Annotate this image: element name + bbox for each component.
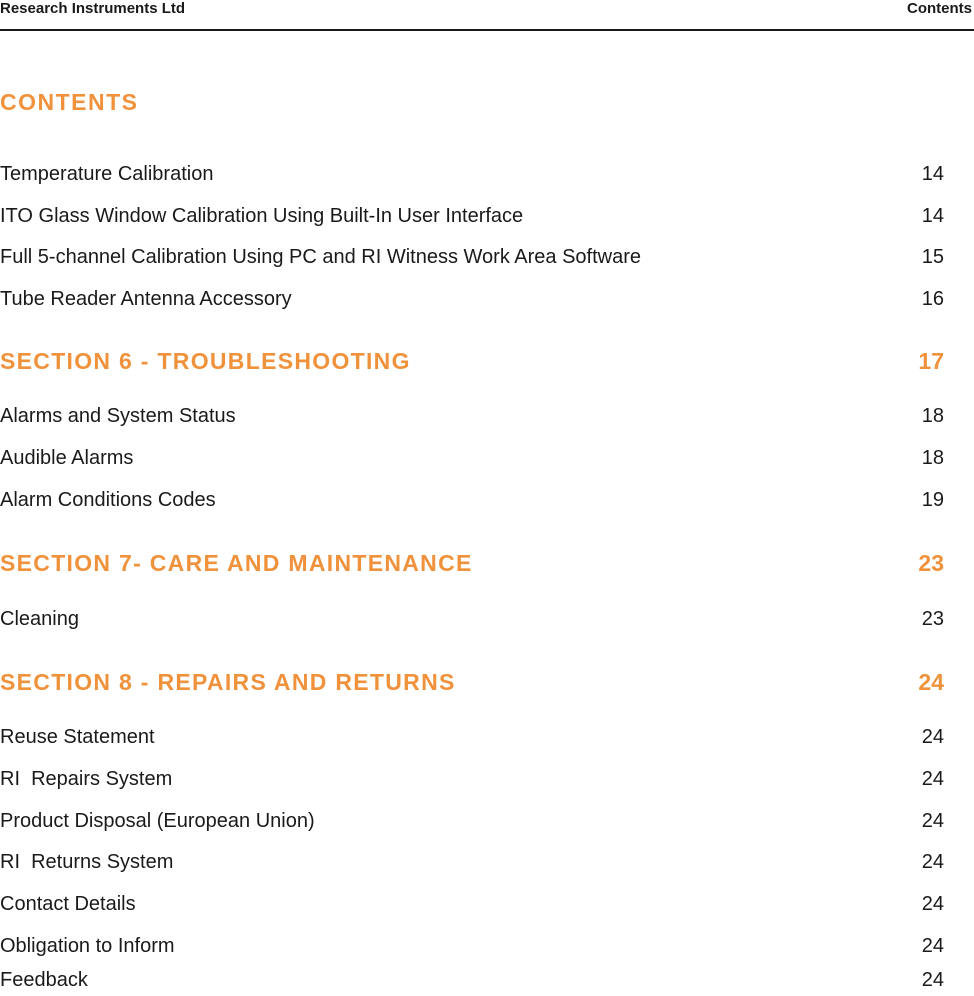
toc-entry[interactable] [0, 286, 944, 312]
toc-entry-page: 14 [921, 163, 944, 185]
toc-entry-label: RI Returns System [0, 851, 174, 873]
toc-entry[interactable] [0, 487, 944, 513]
toc-entry[interactable] [0, 161, 944, 187]
toc-entry-label: Cleaning [0, 608, 79, 630]
toc-entry-label: Reuse Statement [0, 726, 155, 748]
toc-entry[interactable] [0, 445, 944, 471]
toc-section-page: 24 [918, 669, 944, 695]
toc-entry[interactable] [0, 403, 944, 429]
toc-section-label: SECTION 6 - TROUBLESHOOTING [0, 348, 411, 374]
toc-section-label: SECTION 8 - REPAIRS AND RETURNS [0, 669, 456, 695]
toc-entry-label: Feedback [0, 969, 88, 991]
company-name: Research Instruments Ltd [0, 0, 186, 17]
toc-entry[interactable] [0, 849, 944, 875]
toc-entry-page: 19 [921, 489, 944, 511]
toc-entry-page: 14 [921, 205, 944, 227]
toc-entry[interactable] [0, 967, 944, 993]
toc-entry[interactable] [0, 766, 944, 792]
toc-entry-label: Contact Details [0, 893, 136, 915]
toc-entry-page: 15 [921, 246, 944, 268]
toc-entry-page: 24 [921, 851, 944, 873]
toc-entry[interactable] [0, 808, 944, 834]
toc-entry-page: 24 [921, 810, 944, 832]
toc-entry-label: Full 5-channel Calibration Using PC and RI Witness Work Area Software [0, 246, 642, 268]
toc-entry-label: Obligation to Inform [0, 935, 175, 957]
toc-entry-label: Alarms and System Status [0, 405, 236, 427]
toc-entry-label: RI Repairs System [0, 768, 173, 790]
toc-entry[interactable] [0, 606, 944, 632]
toc-entry[interactable] [0, 933, 944, 959]
toc-section-heading[interactable] [0, 667, 944, 697]
toc-section-page: 17 [918, 348, 944, 374]
toc-entry-page: 24 [921, 969, 944, 991]
toc-entry[interactable] [0, 244, 944, 270]
toc-entry-label: ITO Glass Window Calibration Using Built-In User Interface [0, 205, 524, 227]
toc-entry-label: Temperature Calibration [0, 163, 214, 185]
toc-section-page: 23 [918, 550, 944, 576]
toc-entry-label: Alarm Conditions Codes [0, 489, 216, 511]
toc-entry-page: 24 [921, 768, 944, 790]
toc-entry-label: Product Disposal (European Union) [0, 810, 315, 832]
toc-entry-label: Audible Alarms [0, 447, 134, 469]
toc-entry-label: Tube Reader Antenna Accessory [0, 288, 292, 310]
toc-entry-page: 24 [921, 935, 944, 957]
toc-section-label: SECTION 7- CARE AND MAINTENANCE [0, 550, 473, 576]
toc-entry[interactable] [0, 724, 944, 750]
toc-entry[interactable] [0, 203, 944, 229]
toc-entry-page: 16 [921, 288, 944, 310]
toc-entry-page: 24 [921, 893, 944, 915]
toc-entry-page: 24 [921, 726, 944, 748]
toc-entry-page: 18 [921, 405, 944, 427]
toc-entry[interactable] [0, 891, 944, 917]
toc-section-heading[interactable] [0, 548, 944, 578]
toc-entry-page: 18 [921, 447, 944, 469]
toc-entry-page: 23 [921, 608, 944, 630]
toc-section-heading[interactable] [0, 346, 944, 376]
page-title: CONTENTS [0, 89, 139, 115]
header-section-title: Contents [907, 0, 972, 17]
